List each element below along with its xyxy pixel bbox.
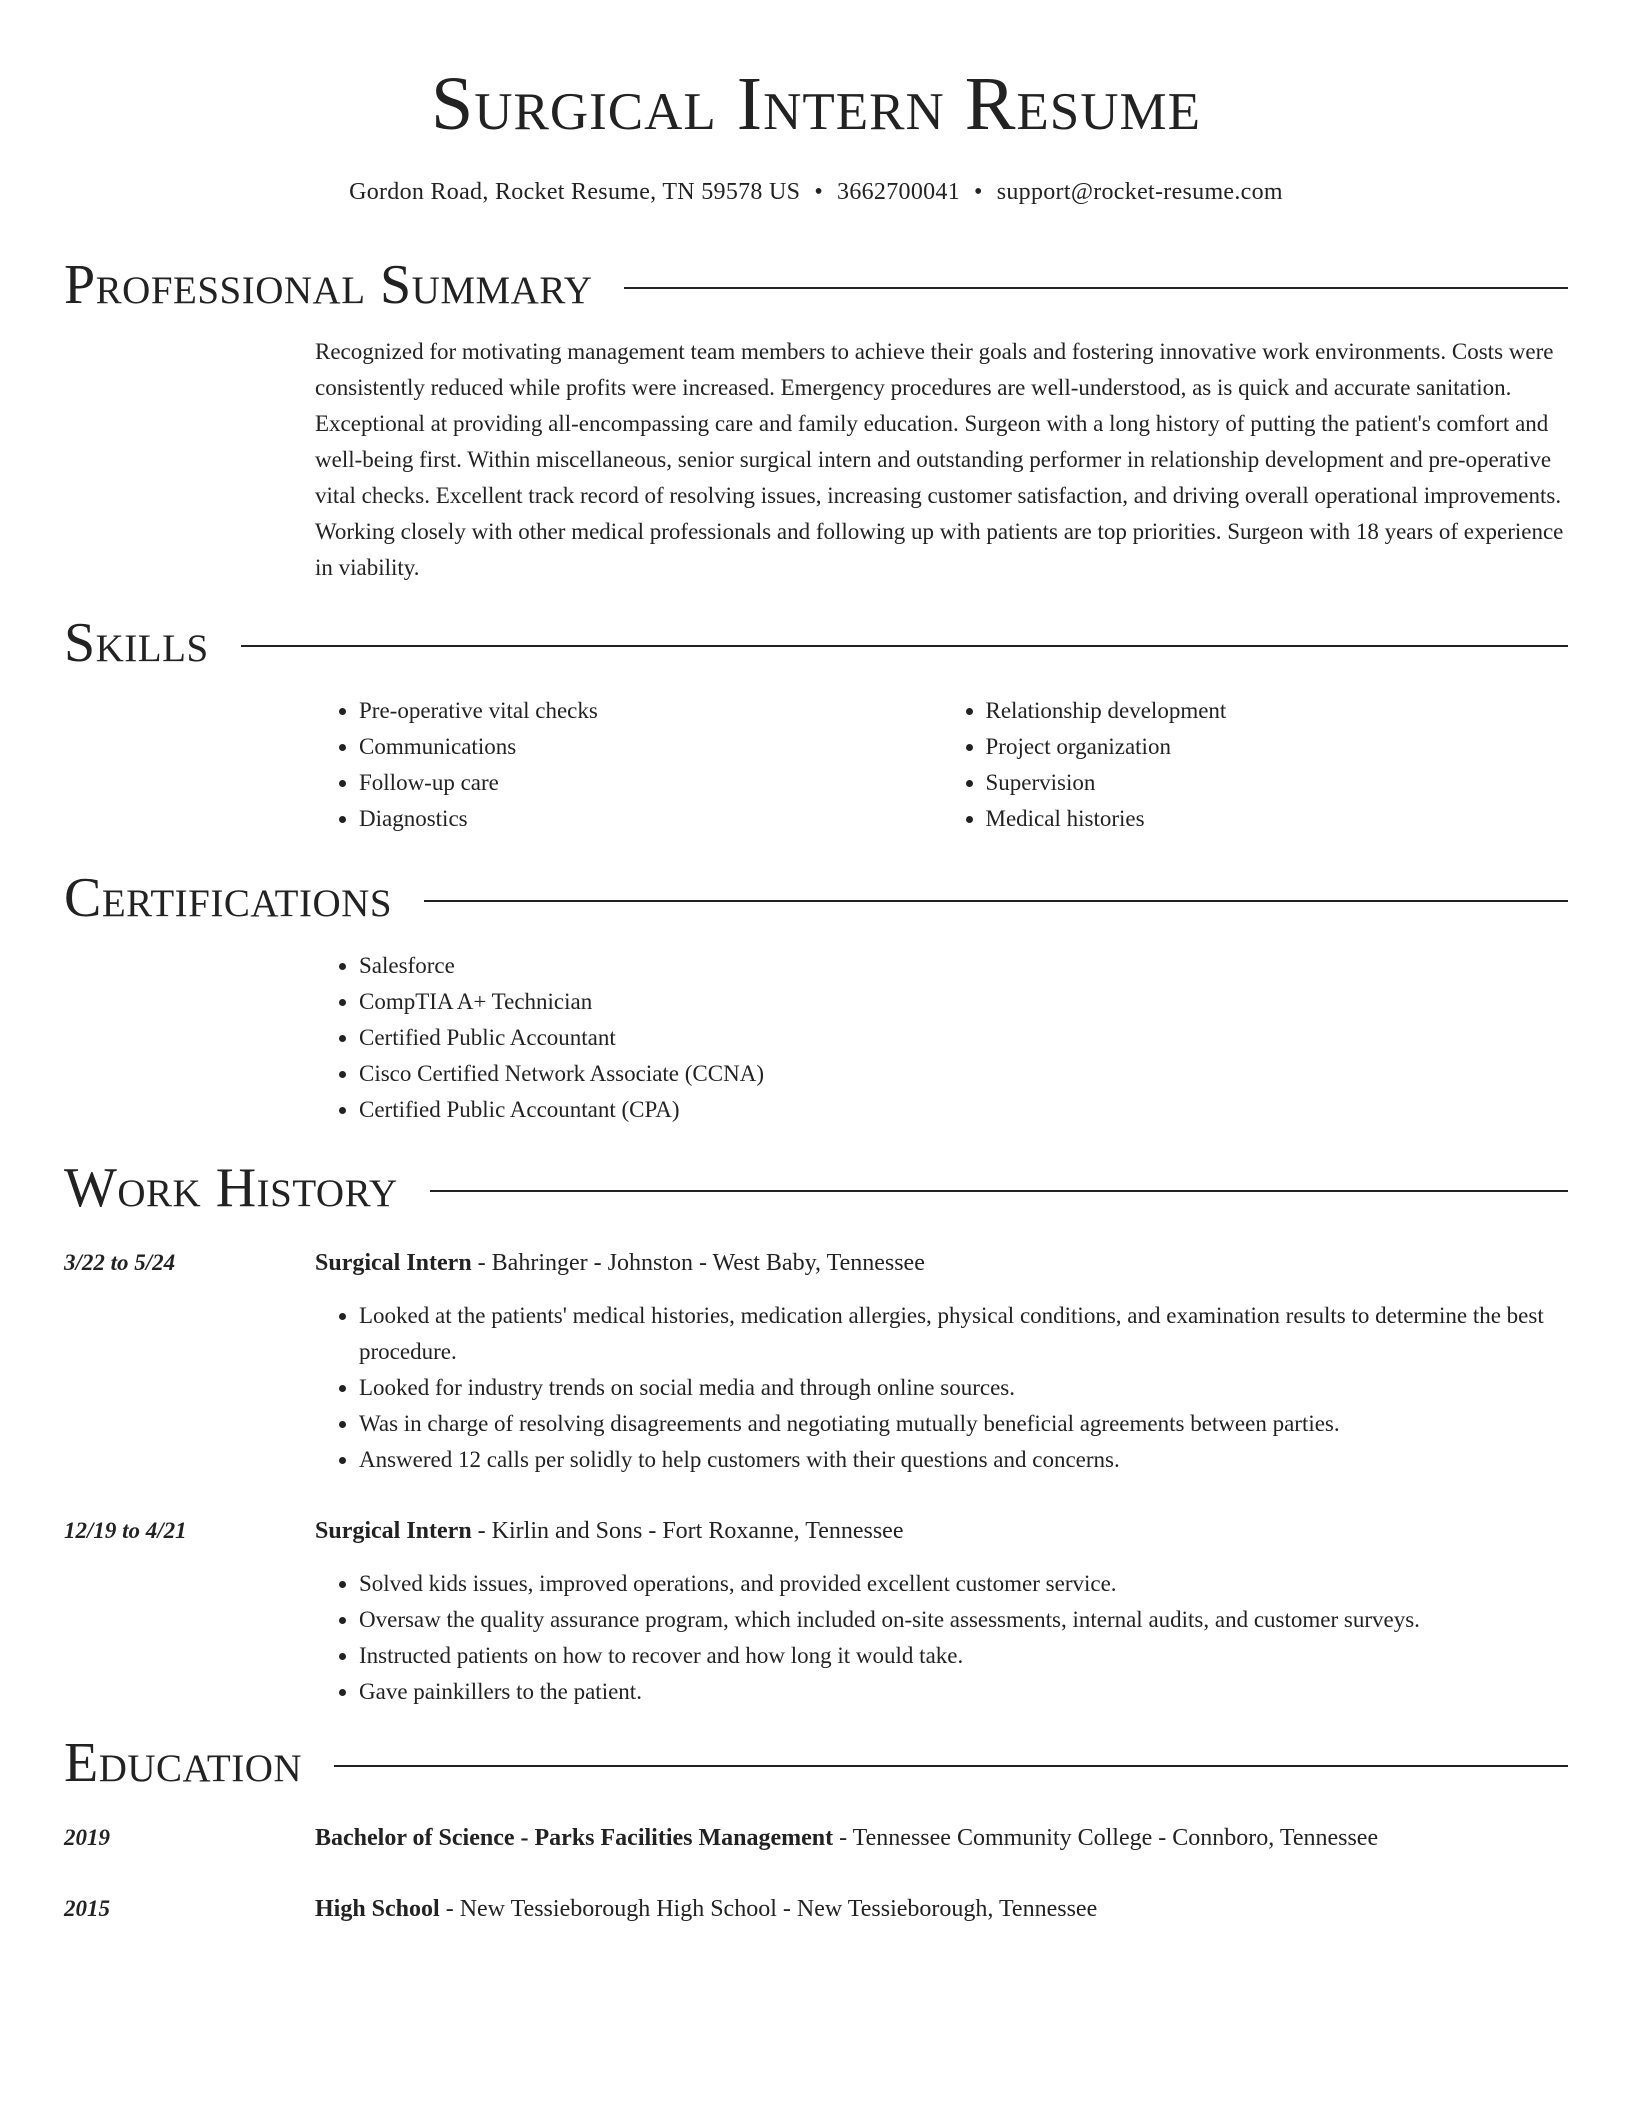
- list-item: • Cisco Certified Network Associate (CCNA): [359, 1056, 1568, 1092]
- summary-text: Recognized for motivating management team members to achieve their goals and fostering innovative work environments. Costs were consistently reduced while profits were increased. Emergency procedures are well-understood, as is quick and accurate sanitation. Exceptional at providing all-encompassing care and family education. Surgeon with a long history of putting the patient's comfort and well-being first. Within miscellaneous, senior surgical intern and outstanding performer in relationship development and pre-operative vital checks. Excellent track record of resolving issues, increasing customer satisfaction, and driving overall operational improvements. Working closely with other medical professionals and following up with patients are top priorities. Surgeon with 18 years of experience in viability.: [315, 339, 1564, 580]
- list-item: • Diagnostics: [359, 801, 942, 837]
- address: Gordon Road, Rocket Resume, TN 59578 US: [349, 179, 801, 205]
- education-year: 2015: [64, 1896, 110, 1921]
- work-bullets: [315, 1298, 1568, 1478]
- section-rule: [624, 287, 1568, 289]
- school-location: - Tennessee Community College - Connboro, Tennessee: [833, 1825, 1379, 1851]
- list-item: • Solved kids issues, improved operations, and provided excellent customer service.: [359, 1566, 1568, 1602]
- list-item: • Gave painkillers to the patient.: [359, 1674, 1568, 1710]
- email: support@rocket-resume.com: [996, 179, 1283, 205]
- list-item: • Medical histories: [986, 801, 1569, 837]
- certifications-block: [315, 948, 1568, 1128]
- work-heading: [315, 1245, 1568, 1281]
- list-item: • Communications: [359, 729, 942, 765]
- work-date: 12/19 to 4/21: [64, 1518, 187, 1543]
- employer-location: - Bahringer - Johnston - West Baby, Tennessee: [471, 1250, 925, 1276]
- degree: High School: [315, 1896, 440, 1922]
- list-item: • Looked at the patients' medical histories, medication allergies, physical conditions, and examination results to determine the best procedure.: [359, 1298, 1568, 1370]
- list-item: • Oversaw the quality assurance program, which included on-site assessments, internal audits, and customer surveys.: [359, 1602, 1568, 1638]
- section-rule: [424, 900, 1568, 902]
- list-item: • Looked for industry trends on social media and through online sources.: [359, 1370, 1568, 1406]
- list-item: • Follow-up care: [359, 765, 942, 801]
- skills-block: [315, 693, 1568, 837]
- section-title: Professional Summary: [64, 254, 593, 316]
- work-bullets: [315, 1566, 1568, 1710]
- job-title: Surgical Intern: [315, 1518, 472, 1544]
- list-item: • Project organization: [986, 729, 1569, 765]
- section-heading-skills: [64, 611, 1568, 675]
- section-heading-summary: [64, 253, 1568, 317]
- list-item: • Supervision: [986, 765, 1569, 801]
- resume-title: Surgical Intern Resume: [430, 62, 1202, 146]
- degree: Bachelor of Science - Parks Facilities Management: [315, 1825, 834, 1851]
- list-item: • CompTIA A+ Technician: [359, 984, 1568, 1020]
- skills-list-right: [942, 693, 1569, 837]
- section-rule: [430, 1190, 1568, 1192]
- job-title: Surgical Intern: [315, 1250, 472, 1276]
- section-heading-certifications: [64, 866, 1568, 930]
- section-rule: [241, 645, 1568, 647]
- section-heading-work: [64, 1156, 1568, 1220]
- phone: 3662700041: [837, 179, 961, 205]
- list-item: • Pre-operative vital checks: [359, 693, 942, 729]
- section-title: Certifications: [64, 867, 393, 929]
- education-heading: [315, 1891, 1568, 1927]
- education-heading: [315, 1820, 1568, 1856]
- list-item: • Relationship development: [986, 693, 1569, 729]
- summary-block: [315, 334, 1568, 586]
- list-item: • Certified Public Accountant: [359, 1020, 1568, 1056]
- separator-dot: •: [814, 179, 824, 205]
- separator-dot: •: [974, 179, 983, 205]
- work-heading: [315, 1513, 1568, 1549]
- education-year: 2019: [64, 1825, 110, 1850]
- section-heading-education: [64, 1731, 1568, 1795]
- list-item: • Answered 12 calls per solidly to help customers with their questions and concerns.: [359, 1442, 1568, 1478]
- list-item: • Certified Public Accountant (CPA): [359, 1092, 1568, 1128]
- list-item: • Salesforce: [359, 948, 1568, 984]
- work-date: 3/22 to 5/24: [64, 1250, 176, 1275]
- certifications-list: [315, 948, 1568, 1128]
- skills-list-left: [315, 693, 942, 837]
- section-title: Skills: [64, 612, 209, 674]
- school-location: - New Tessieborough High School - New Tessieborough, Tennessee: [439, 1896, 1098, 1922]
- list-item: • Was in charge of resolving disagreements and negotiating mutually beneficial agreements between parties.: [359, 1406, 1568, 1442]
- contact-line: [64, 176, 1568, 208]
- section-rule: [334, 1765, 1568, 1767]
- list-item: • Instructed patients on how to recover and how long it would take.: [359, 1638, 1568, 1674]
- section-title: Work History: [64, 1157, 398, 1219]
- section-title: Education: [64, 1732, 303, 1794]
- employer-location: - Kirlin and Sons - Fort Roxanne, Tennessee: [471, 1518, 904, 1544]
